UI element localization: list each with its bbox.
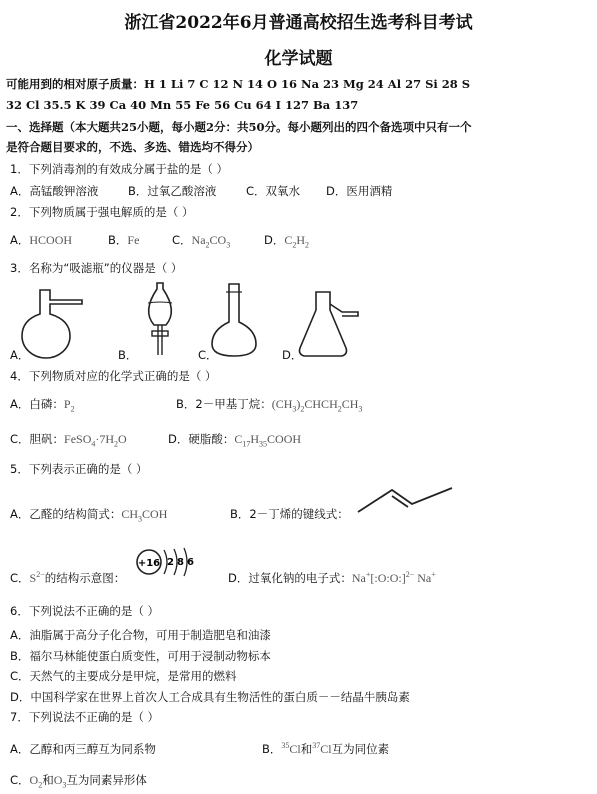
sulfide-ion-structure-diagram [132,545,200,581]
q3-stem: 3．名称为“吸滤瓶”的仪器是（ ） [10,261,183,275]
nucleus-charge: +16 [137,558,161,569]
q7-stem: 7．下列说法不正确的是（ ） [10,710,159,724]
q5-option-c: C．$S^{2-}$的结构示意图： [10,570,126,585]
shell-3-electrons: 6 [187,557,194,568]
q4-option-d: D．硬脂酸：$C_{17}H_{35}COOH$ [168,432,302,449]
q6-option-c: C．天然气的主要成分是甲烷，是常用的燃料 [10,669,237,683]
q3-option-c: C． [198,348,218,362]
section-heading-line-1: 一、选择题（本大题共25小题，每小题2分：共50分。每小题列出的四个备选项中只有一个 [6,120,472,134]
q1-stem: 1．下列消毒剂的有效成分属于盐的是（ ） [10,162,228,176]
suction-filter-flask [298,290,362,358]
round-bottom-flask-with-side-arm [22,286,102,358]
q2-option-b: B．Fe [108,233,140,247]
butene-skeletal-formula [356,484,454,518]
q1-option-c: C．双氧水 [246,184,301,198]
q1-option-d: D．医用酒精 [326,184,393,198]
q5-option-a: A．乙醛的结构简式：$CH_3COH$ [10,507,168,524]
q1-option-a: A．高锰酸钾溶液 [10,184,99,198]
section-heading-line-2: 是符合题目要求的，不选、多选、错选均不得分） [6,140,259,154]
q1-option-b: B．过氧乙酸溶液 [128,184,217,198]
volumetric-flask [212,282,258,358]
exam-title: 浙江省2022年6月普通高校招生选考科目考试 [124,13,473,33]
q7-option-b: B．$^{35}$Cl和$^{37}$Cl互为同位素 [262,741,390,756]
q7-option-c: C．$O_2$和$O_3$互为同素异形体 [10,773,147,790]
atomic-mass-line-1: 可能用到的相对原子质量：H 1 Li 7 C 12 N 14 O 16 Na 23 Mg 24 Al 27 Si 28 S [6,77,471,91]
separatory-funnel [140,281,180,359]
q6-option-a: A．油脂属于高分子化合物，可用于制造肥皂和油漆 [10,628,271,642]
q2-stem: 2．下列物质属于强电解质的是（ ） [10,205,194,219]
q2-option-d: D．$C_2H_2$ [264,233,310,250]
q4-option-a: A．白磷：$P_2$ [10,397,75,414]
q4-option-b: B．2－甲基丁烷：$(CH_3)_2CHCH_2CH_3$ [176,397,363,414]
q2-option-c: C．$Na_2CO_3$ [172,233,231,250]
q4-stem: 4．下列物质对应的化学式正确的是（ ） [10,369,217,383]
q3-option-a: A． [10,348,30,362]
q6-stem: 6．下列说法不正确的是（ ） [10,604,159,618]
q6-option-b: B．福尔马林能使蛋白质变性，可用于浸制动物标本 [10,649,271,663]
q7-option-a: A．乙醇和丙三醇互为同系物 [10,742,156,756]
q2-option-a: A．HCOOH [10,233,73,247]
q3-option-b: B． [118,348,138,362]
shell-1-electrons: 2 [167,557,174,568]
atomic-mass-line-2: 32 Cl 35.5 K 39 Ca 40 Mn 55 Fe 56 Cu 64 I 127 Ba 137 [6,98,359,112]
q3-option-d: D． [282,348,303,362]
q6-option-d: D．中国科学家在世界上首次人工合成具有生物活性的蛋白质－－结晶牛胰岛素 [10,690,410,704]
q5-option-b-label: B．2－丁烯的键线式： [230,507,349,521]
q5-option-d: D．过氧化钠的电子式：Na+[:O:O:]$^{2-}$ Na+ [228,570,436,585]
exam-subtitle: 化学试题 [264,49,333,69]
q4-option-c: C．胆矾：$FeSO_4\cdot 7H_2O$ [10,432,127,449]
q5-stem: 5．下列表示正确的是（ ） [10,462,148,476]
shell-2-electrons: 8 [177,557,184,568]
